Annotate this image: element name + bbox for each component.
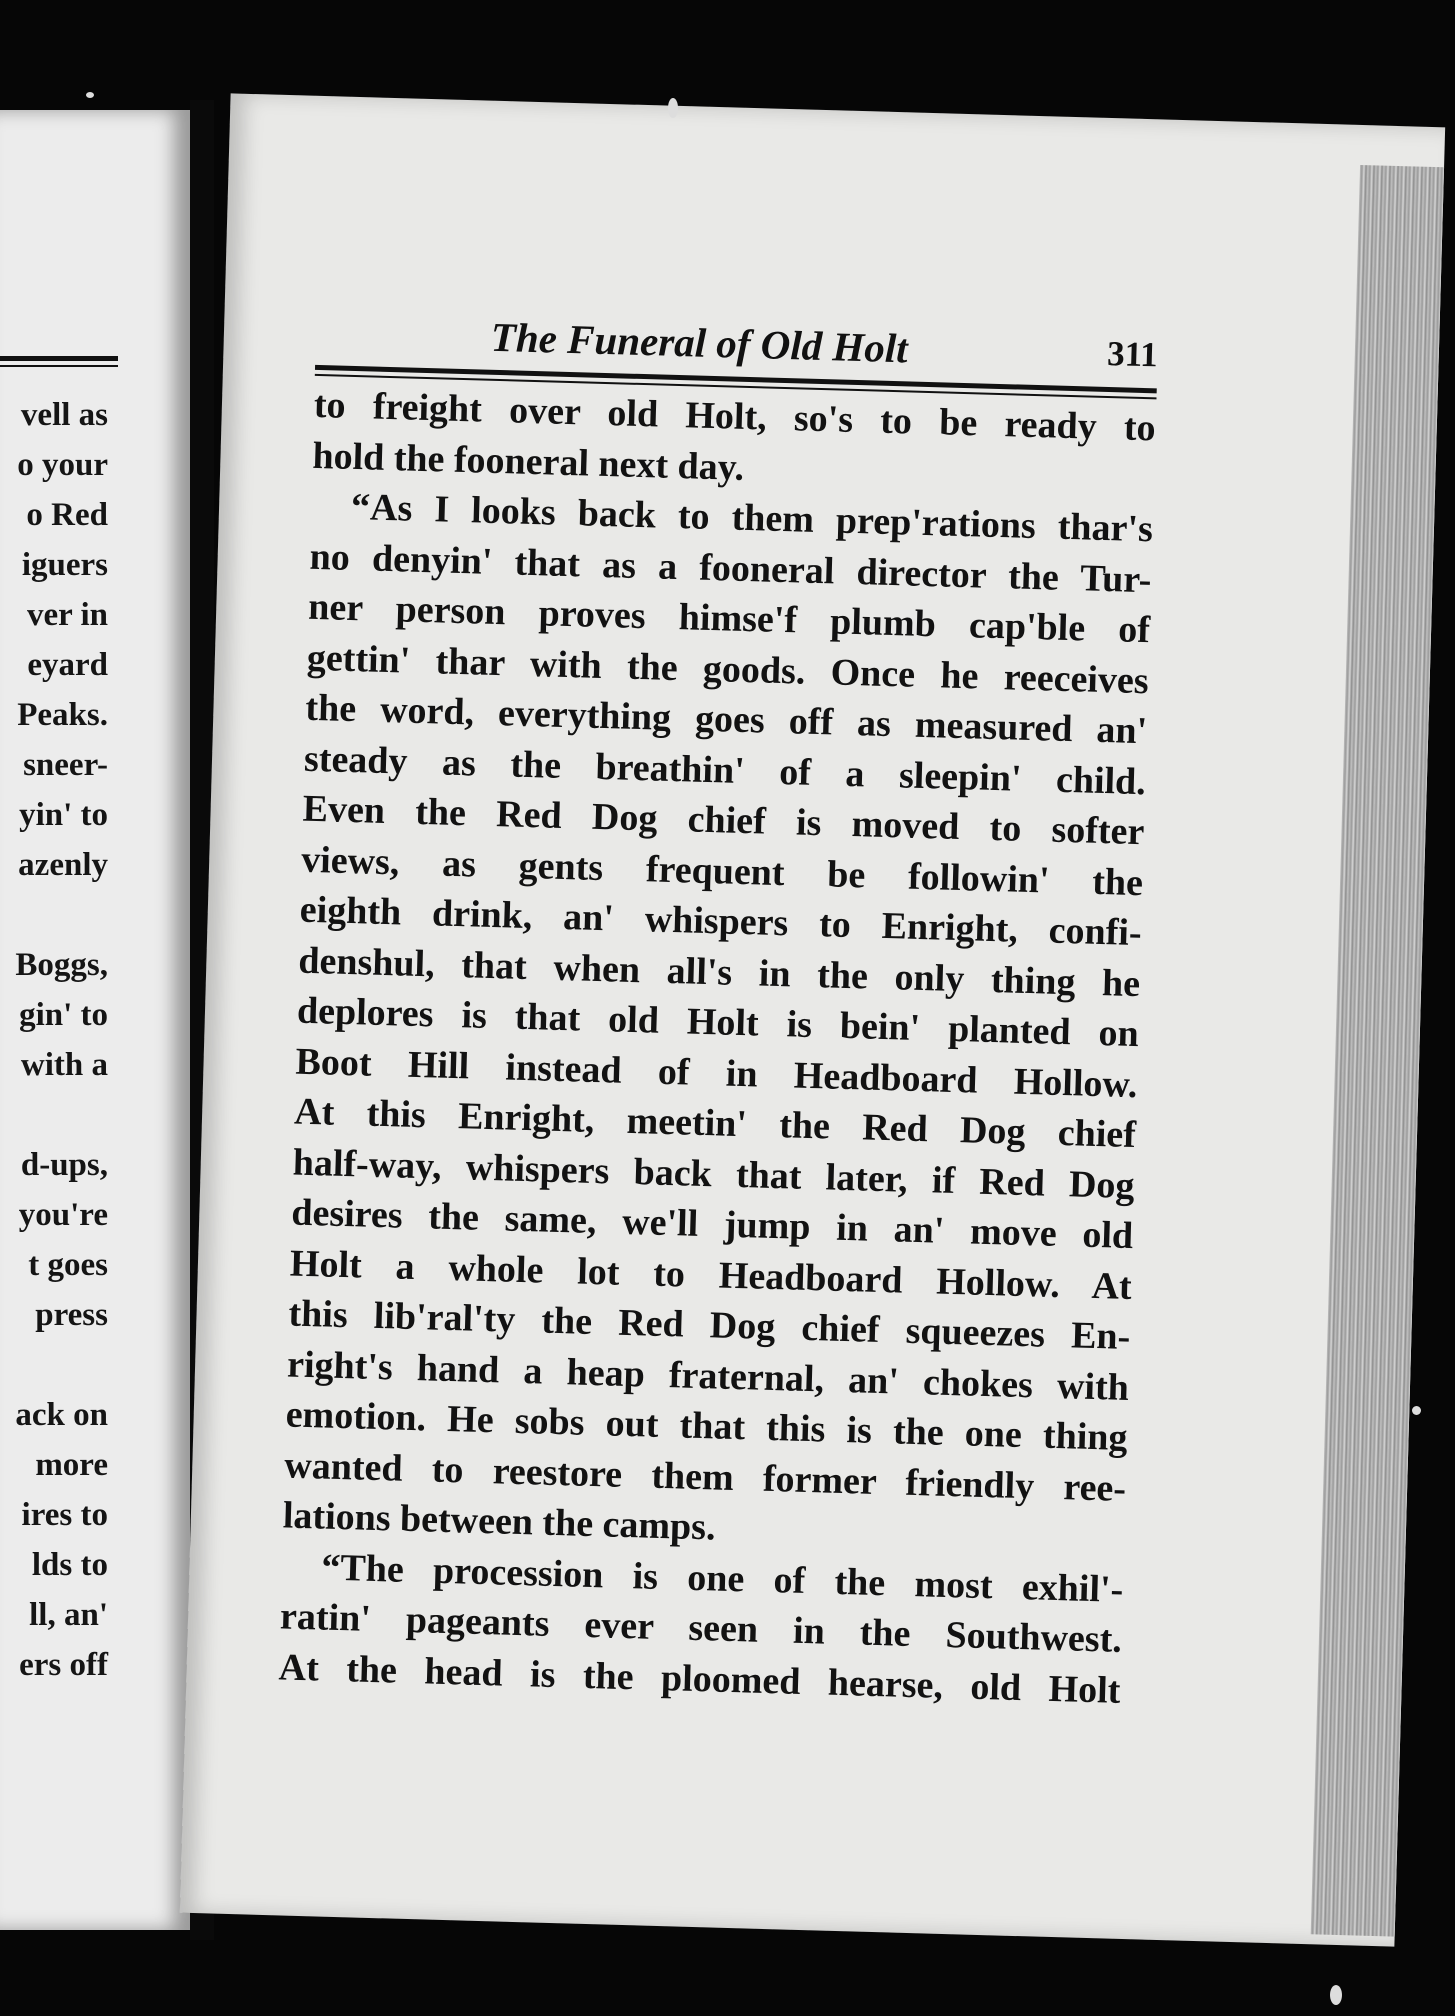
facing-line: o your [17,447,108,483]
facing-line: ires to [21,1497,108,1533]
facing-line: press [35,1297,108,1333]
scan-speck [1330,1985,1342,2005]
text-line: desires the same, we'll jump in an' move old [290,1191,1134,1258]
page-edge-stack [1311,165,1444,1937]
page-number: 311 [1106,333,1159,375]
text-line: “As I looks back to them prep'rations thar's [350,485,1154,551]
running-title: The Funeral of Old Holt [490,313,909,372]
scan-speck [86,92,94,98]
text-line: denshul, that when all's in the only thing he [297,939,1141,1005]
facing-line: d-ups, [20,1147,108,1183]
facing-line: eyard [27,647,108,683]
text-line: Boot Hill instead of in Headboard Hollow. [295,1040,1138,1106]
facing-line: Peaks. [17,697,108,733]
text-line: deplores is that old Holt is bein' planted on [296,989,1140,1056]
text-line: this lib'ral'ty the Red Dog chief squeezes En- [288,1292,1131,1358]
text-line: At the head is the ploomed hearse, old Holt [278,1645,1121,1712]
text-line: eighth drink, an' whispers to Enright, confi- [299,888,1143,955]
text-line: ner person proves himse'f plumb cap'ble of [307,585,1151,652]
facing-line: gin' to [19,997,108,1033]
facing-line [15,1090,108,1140]
scan-speck [1412,1406,1421,1415]
text-line: steady as the breathin' of a sleepin' child. [303,737,1147,803]
facing-line: sneer- [23,747,108,783]
main-page [180,93,1445,1946]
text-line: At this Enright, meetin' the Red Dog chief [293,1090,1137,1157]
facing-page [0,110,190,1930]
facing-line: Boggs, [15,947,108,983]
facing-line: o Red [26,497,108,533]
facing-line: azenly [18,847,108,883]
facing-line: more [35,1447,108,1483]
facing-line: vell as [20,397,108,433]
text-line: views, as gents frequent be followin' the [300,838,1144,904]
facing-line: ack on [15,1397,108,1433]
text-line: gettin' thar with the goods. Once he reeceives [306,636,1150,702]
text-line: ratin' pageants ever seen in the Southwest. [279,1595,1123,1661]
facing-line: you're [18,1197,108,1233]
text-line: lations between the camps. [282,1494,717,1549]
facing-line [15,1340,108,1390]
facing-line: yin' to [19,797,108,833]
text-line: Holt a whole lot to Headboard Hollow. At [289,1242,1133,1308]
text-line: “The procession is one of the most exhil'- [320,1546,1124,1611]
text-line: to freight over old Holt, so's to be ready to [313,383,1157,450]
facing-line: ers off [19,1647,108,1683]
text-line: wanted to reestore them former friendly ree- [283,1443,1127,1510]
facing-line: iguers [21,547,108,583]
facing-line: with a [20,1047,108,1083]
facing-page-text [15,390,108,1690]
body-text [278,380,1156,1716]
facing-line: t goes [28,1247,108,1283]
text-line: emotion. He sobs out that this is the one thing [285,1393,1129,1459]
scan-speck [668,98,678,118]
facing-page-rule [0,356,118,361]
facing-line: lds to [31,1547,108,1583]
facing-line: ver in [27,597,108,633]
text-line: right's hand a heap fraternal, an' chokes with [286,1342,1130,1409]
text-line: Even the Red Dog chief is moved to softer [302,787,1145,854]
facing-line [15,890,108,940]
facing-page-rule-thin [0,365,118,367]
text-line: the word, everything goes off as measured an' [304,686,1148,753]
text-line: half-way, whispers back that later, if Red Dog [292,1141,1136,1207]
facing-line: ll, an' [29,1597,108,1633]
text-line: hold the fooneral next day. [311,434,745,489]
text-line: no denyin' that as a fooneral director the Tur- [309,535,1153,601]
